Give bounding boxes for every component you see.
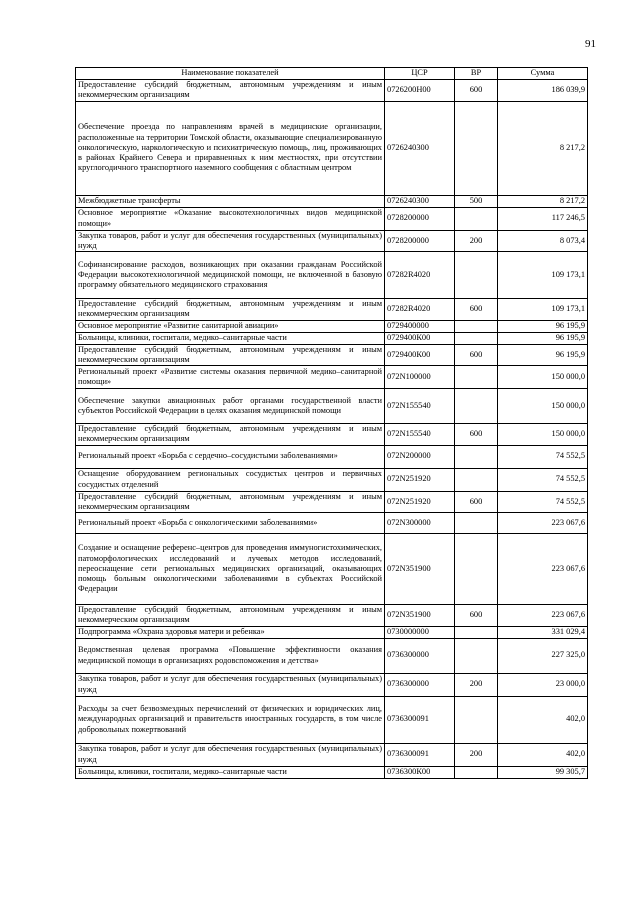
row-name: Софинансирование расходов, возникающих при оказании гражданам Российской Федерации высокотехнологичной медицинской помощи, не включенной в базовую программу обязательного медицинского страхования — [76, 252, 385, 299]
row-name: Предоставление субсидий бюджетным, автономным учреждениям и иным некоммерческим организациям — [76, 80, 385, 102]
row-sum: 96 195,9 — [498, 332, 588, 344]
row-vr — [455, 468, 498, 491]
table-row — [76, 195, 588, 207]
row-name: Расходы за счет безвозмездных перечислений от физических и юридических лиц, международных организаций и правительств иностранных государств, в том числе добровольных пожертвований — [76, 696, 385, 743]
row-vr — [455, 320, 498, 332]
row-sum: 8 073,4 — [498, 230, 588, 252]
table-row — [76, 445, 588, 468]
row-sum: 150 000,0 — [498, 389, 588, 424]
header-name: Наименование показателей — [76, 68, 385, 80]
row-vr: 600 — [455, 491, 498, 513]
row-csr: 0729400К00 — [385, 344, 455, 366]
table-row — [76, 230, 588, 252]
row-vr: 600 — [455, 605, 498, 627]
table-row — [76, 252, 588, 299]
row-sum: 117 246,5 — [498, 207, 588, 230]
table-row — [76, 366, 588, 389]
row-csr: 07282R4020 — [385, 299, 455, 321]
row-csr: 0726240300 — [385, 101, 455, 195]
table-row — [76, 299, 588, 321]
row-name: Основное мероприятие «Оказание высокотехнологичных видов медицинской помощи» — [76, 207, 385, 230]
row-sum: 74 552,5 — [498, 445, 588, 468]
row-sum: 8 217,2 — [498, 101, 588, 195]
row-vr — [455, 101, 498, 195]
row-name: Создание и оснащение референс–центров для проведения иммуногистохимических, патоморфологических исследований и лучевых методов исследований, переоснащение сети региональных медицинских организаций, оказывающих помощь больным онкологическими заболеваниями в субъектах Российской Федерации — [76, 534, 385, 605]
row-vr — [455, 445, 498, 468]
table-row — [76, 101, 588, 195]
row-vr — [455, 766, 498, 778]
row-csr: 0729400К00 — [385, 332, 455, 344]
table-row — [76, 605, 588, 627]
row-sum: 74 552,5 — [498, 491, 588, 513]
table-row — [76, 534, 588, 605]
row-name: Больницы, клиники, госпитали, медико–санитарные части — [76, 332, 385, 344]
header-csr: ЦСР — [385, 68, 455, 80]
row-name: Межбюджетные трансферты — [76, 195, 385, 207]
row-csr: 072N251920 — [385, 468, 455, 491]
row-vr — [455, 366, 498, 389]
table-row — [76, 468, 588, 491]
row-vr: 600 — [455, 299, 498, 321]
row-vr: 200 — [455, 673, 498, 696]
row-csr: 0730000000 — [385, 626, 455, 638]
row-csr: 0726240300 — [385, 195, 455, 207]
row-name: Подпрограмма «Охрана здоровья матери и ребенка» — [76, 626, 385, 638]
row-sum: 74 552,5 — [498, 468, 588, 491]
row-vr — [455, 389, 498, 424]
row-name: Региональный проект «Борьба с сердечно–сосудистыми заболеваниями» — [76, 445, 385, 468]
row-sum: 150 000,0 — [498, 366, 588, 389]
row-name: Основное мероприятие «Развитие санитарной авиации» — [76, 320, 385, 332]
header-vr: ВР — [455, 68, 498, 80]
row-sum: 99 305,7 — [498, 766, 588, 778]
table-row — [76, 626, 588, 638]
row-name: Предоставление субсидий бюджетным, автономным учреждениям и иным некоммерческим организациям — [76, 605, 385, 627]
row-csr: 0736300000 — [385, 638, 455, 673]
row-csr: 0726200Н00 — [385, 80, 455, 102]
row-csr: 072N351900 — [385, 534, 455, 605]
table-row — [76, 207, 588, 230]
table-row — [76, 332, 588, 344]
row-csr: 072N100000 — [385, 366, 455, 389]
row-vr: 200 — [455, 230, 498, 252]
row-csr: 0736300000 — [385, 673, 455, 696]
row-name: Оснащение оборудованием региональных сосудистых центров и первичных сосудистых отделений — [76, 468, 385, 491]
table-row — [76, 513, 588, 534]
row-csr: 0736300К00 — [385, 766, 455, 778]
budget-table — [75, 67, 588, 779]
row-sum: 402,0 — [498, 696, 588, 743]
row-sum: 223 067,6 — [498, 605, 588, 627]
row-name: Закупка товаров, работ и услуг для обеспечения государственных (муниципальных) нужд — [76, 673, 385, 696]
row-name: Больницы, клиники, госпитали, медико–санитарные части — [76, 766, 385, 778]
row-vr: 600 — [455, 424, 498, 446]
table-row — [76, 344, 588, 366]
row-sum: 402,0 — [498, 743, 588, 766]
row-csr: 072N251920 — [385, 491, 455, 513]
row-sum: 227 325,0 — [498, 638, 588, 673]
row-vr: 500 — [455, 195, 498, 207]
row-vr — [455, 513, 498, 534]
row-vr: 600 — [455, 80, 498, 102]
table-body — [76, 80, 588, 779]
row-vr — [455, 696, 498, 743]
row-vr: 600 — [455, 344, 498, 366]
row-sum: 109 173,1 — [498, 252, 588, 299]
row-vr — [455, 252, 498, 299]
table-row — [76, 743, 588, 766]
row-name: Ведомственная целевая программа «Повышение эффективности оказания медицинской помощи в организациях родовспоможения и детства» — [76, 638, 385, 673]
row-sum: 96 195,9 — [498, 320, 588, 332]
row-sum: 23 000,0 — [498, 673, 588, 696]
table-row — [76, 491, 588, 513]
row-csr: 072N200000 — [385, 445, 455, 468]
row-name: Закупка товаров, работ и услуг для обеспечения государственных (муниципальных) нужд — [76, 743, 385, 766]
row-sum: 331 029,4 — [498, 626, 588, 638]
table-row — [76, 638, 588, 673]
row-csr: 072N155540 — [385, 389, 455, 424]
row-name: Обеспечение закупки авиационных работ органами государственной власти субъектов Российской Федерации в целях оказания медицинской помощи — [76, 389, 385, 424]
table-row — [76, 766, 588, 778]
row-vr — [455, 534, 498, 605]
row-vr — [455, 207, 498, 230]
row-sum: 186 039,9 — [498, 80, 588, 102]
row-name: Региональный проект «Борьба с онкологическими заболеваниями» — [76, 513, 385, 534]
row-vr — [455, 638, 498, 673]
row-name: Закупка товаров, работ и услуг для обеспечения государственных (муниципальных) нужд — [76, 230, 385, 252]
table-row — [76, 424, 588, 446]
row-vr — [455, 626, 498, 638]
row-sum: 223 067,6 — [498, 513, 588, 534]
row-sum: 223 067,6 — [498, 534, 588, 605]
row-csr: 07282R4020 — [385, 252, 455, 299]
row-sum: 96 195,9 — [498, 344, 588, 366]
row-sum: 109 173,1 — [498, 299, 588, 321]
table-row — [76, 696, 588, 743]
row-name: Предоставление субсидий бюджетным, автономным учреждениям и иным некоммерческим организациям — [76, 344, 385, 366]
table-row — [76, 320, 588, 332]
table-header-row — [76, 68, 588, 80]
table-row — [76, 389, 588, 424]
header-sum: Сумма — [498, 68, 588, 80]
row-csr: 072N155540 — [385, 424, 455, 446]
row-vr — [455, 332, 498, 344]
row-csr: 072N300000 — [385, 513, 455, 534]
row-csr: 0736300091 — [385, 743, 455, 766]
table-row — [76, 673, 588, 696]
row-csr: 0728200000 — [385, 207, 455, 230]
row-name: Обеспечение проезда по направлениям врачей в медицинские организации, расположенные на территории Томской области, оказывающие специализированную онкологическую, наркологическую и психиатрическую помощь, лиц, проживающих в районах Крайнего Севера и приравненных к ним местностях, при отсутствии круглогодичного транспортного наземного сообщения с областным центром — [76, 101, 385, 195]
row-name: Предоставление субсидий бюджетным, автономным учреждениям и иным некоммерческим организациям — [76, 491, 385, 513]
row-vr: 200 — [455, 743, 498, 766]
table-row — [76, 80, 588, 102]
row-csr: 0729400000 — [385, 320, 455, 332]
page-number: 91 — [585, 38, 596, 50]
row-csr: 0728200000 — [385, 230, 455, 252]
row-csr: 0736300091 — [385, 696, 455, 743]
row-sum: 150 000,0 — [498, 424, 588, 446]
row-csr: 072N351900 — [385, 605, 455, 627]
row-name: Предоставление субсидий бюджетным, автономным учреждениям и иным некоммерческим организациям — [76, 299, 385, 321]
row-name: Предоставление субсидий бюджетным, автономным учреждениям и иным некоммерческим организациям — [76, 424, 385, 446]
row-name: Региональный проект «Развитие системы оказания первичной медико–санитарной помощи» — [76, 366, 385, 389]
row-sum: 8 217,2 — [498, 195, 588, 207]
